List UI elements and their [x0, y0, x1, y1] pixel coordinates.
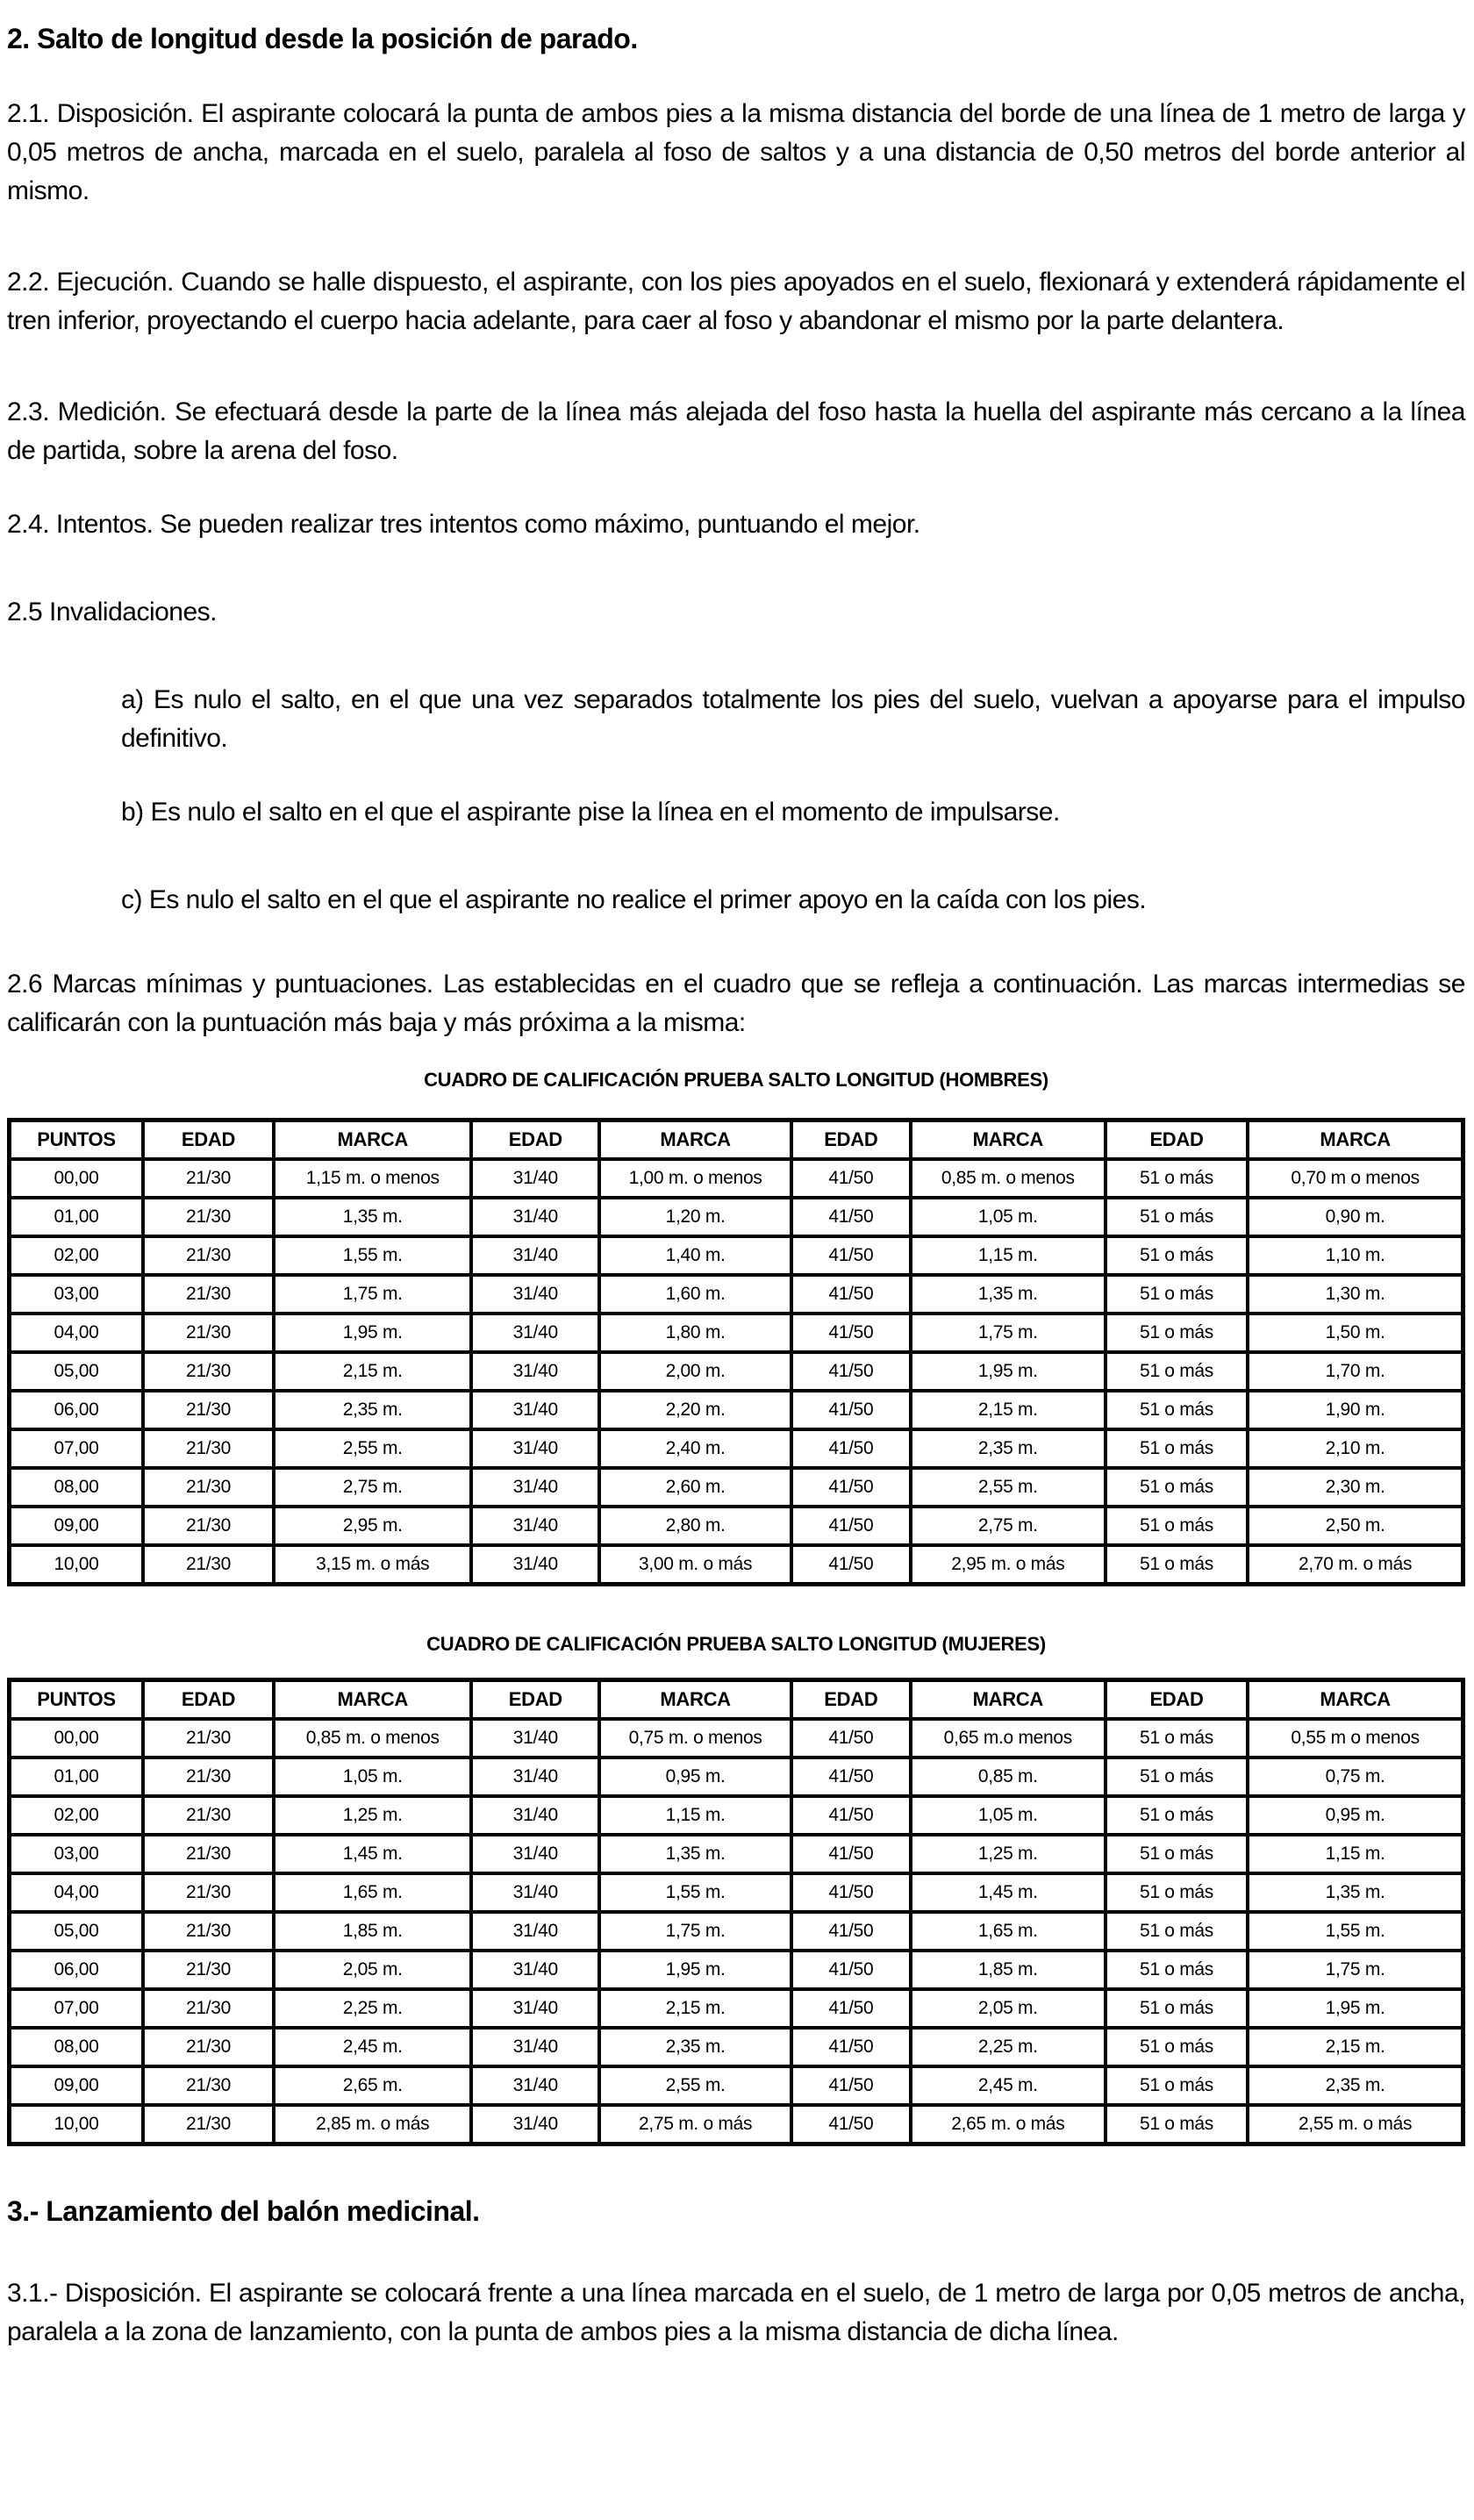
column-header: EDAD — [471, 1120, 599, 1160]
table-cell: 51 o más — [1106, 1429, 1248, 1468]
table-cell: 41/50 — [791, 1275, 911, 1314]
table-cell: 00,00 — [10, 1719, 143, 1758]
table-cell: 0,75 m. o menos — [599, 1719, 791, 1758]
column-header: PUNTOS — [10, 1680, 143, 1720]
table-cell: 1,95 m. — [1248, 1989, 1463, 2028]
table-cell: 2,45 m. — [911, 2066, 1106, 2105]
table-cell: 1,25 m. — [274, 1796, 471, 1835]
table-cell: 31/40 — [471, 2066, 599, 2105]
table-cell: 08,00 — [10, 2028, 143, 2066]
table-header-row — [10, 1680, 1463, 1720]
table-cell: 41/50 — [791, 2105, 911, 2144]
table-cell: 41/50 — [791, 1468, 911, 1507]
table-cell: 21/30 — [143, 1835, 274, 1873]
table-cell: 31/40 — [471, 1912, 599, 1951]
table-cell: 41/50 — [791, 1159, 911, 1198]
table-cell: 51 o más — [1106, 1275, 1248, 1314]
table-cell: 2,25 m. — [274, 1989, 471, 2028]
table-row — [10, 1159, 1463, 1198]
table-cell: 21/30 — [143, 1236, 274, 1275]
table-cell: 2,35 m. — [911, 1429, 1106, 1468]
table-cell: 2,35 m. — [274, 1391, 471, 1429]
column-header: MARCA — [911, 1120, 1106, 1160]
table-cell: 21/30 — [143, 1758, 274, 1796]
table-cell: 41/50 — [791, 1429, 911, 1468]
table-cell: 06,00 — [10, 1391, 143, 1429]
table-cell: 1,15 m. — [599, 1796, 791, 1835]
list-item-c: c) Es nulo el salto en el que el aspirante no realice el primer apoyo en la caída con los pies. — [121, 885, 1147, 914]
table-cell: 0,70 m o menos — [1248, 1159, 1463, 1198]
table-cell: 21/30 — [143, 1545, 274, 1585]
table-row — [10, 1835, 1463, 1873]
table-cell: 21/30 — [143, 1275, 274, 1314]
table-title-hombres: CUADRO DE CALIFICACIÓN PRUEBA SALTO LONGITUD (HOMBRES) — [424, 1069, 1048, 1091]
table-cell: 31/40 — [471, 1835, 599, 1873]
column-header: EDAD — [143, 1120, 274, 1160]
table-cell: 2,35 m. — [599, 2028, 791, 2066]
list-item-a: a) Es nulo el salto, en el que una vez separados totalmente los pies del suelo, vuelvan a apoyarse para el impulso definitivo. — [121, 685, 1465, 753]
table-cell: 2,55 m. o más — [1248, 2105, 1463, 2144]
column-header: MARCA — [274, 1120, 471, 1160]
table-cell: 51 o más — [1106, 1835, 1248, 1873]
table-cell: 31/40 — [471, 1429, 599, 1468]
table-cell: 2,75 m. — [911, 1507, 1106, 1545]
table-cell: 41/50 — [791, 2028, 911, 2066]
table-cell: 05,00 — [10, 1912, 143, 1951]
table-cell: 08,00 — [10, 1468, 143, 1507]
table-cell: 10,00 — [10, 1545, 143, 1585]
score-table-mujeres — [7, 1678, 1465, 2146]
table-cell: 21/30 — [143, 1796, 274, 1835]
table-cell: 0,95 m. — [599, 1758, 791, 1796]
table-row — [10, 1429, 1463, 1468]
table-row — [10, 1507, 1463, 1545]
table-cell: 51 o más — [1106, 1507, 1248, 1545]
table-cell: 03,00 — [10, 1275, 143, 1314]
table-cell: 31/40 — [471, 1391, 599, 1429]
section-2-heading: 2. Salto de longitud desde la posición de parado. — [7, 23, 638, 54]
column-header: EDAD — [1106, 1120, 1248, 1160]
table-cell: 41/50 — [791, 1198, 911, 1236]
table-cell: 1,90 m. — [1248, 1391, 1463, 1429]
table-cell: 51 o más — [1106, 1951, 1248, 1989]
table-row — [10, 1545, 1463, 1585]
column-header: MARCA — [1248, 1120, 1463, 1160]
table-cell: 2,75 m. o más — [599, 2105, 791, 2144]
table-cell: 09,00 — [10, 1507, 143, 1545]
table-cell: 2,25 m. — [911, 2028, 1106, 2066]
table-cell: 21/30 — [143, 2105, 274, 2144]
table-cell: 1,95 m. — [274, 1314, 471, 1352]
table-cell: 1,35 m. — [1248, 1873, 1463, 1912]
table-cell: 1,50 m. — [1248, 1314, 1463, 1352]
table-cell: 2,80 m. — [599, 1507, 791, 1545]
table-row — [10, 1275, 1463, 1314]
table-cell: 31/40 — [471, 1758, 599, 1796]
table-cell: 1,15 m. — [911, 1236, 1106, 1275]
column-header: MARCA — [911, 1680, 1106, 1720]
table-cell: 51 o más — [1106, 1912, 1248, 1951]
table-cell: 1,05 m. — [911, 1796, 1106, 1835]
table-cell: 21/30 — [143, 1468, 274, 1507]
score-table-hombres — [7, 1118, 1465, 1586]
table-cell: 1,75 m. — [274, 1275, 471, 1314]
table-cell: 1,35 m. — [599, 1835, 791, 1873]
table-cell: 21/30 — [143, 1989, 274, 2028]
table-cell: 31/40 — [471, 1159, 599, 1198]
table-cell: 2,05 m. — [274, 1951, 471, 1989]
table-cell: 21/30 — [143, 1314, 274, 1352]
column-header: EDAD — [791, 1680, 911, 1720]
table-title-mujeres: CUADRO DE CALIFICACIÓN PRUEBA SALTO LONGITUD (MUJERES) — [426, 1633, 1046, 1655]
table-cell: 21/30 — [143, 1429, 274, 1468]
table-row — [10, 1198, 1463, 1236]
table-cell: 51 o más — [1106, 1989, 1248, 2028]
table-row — [10, 1719, 1463, 1758]
table-cell: 1,65 m. — [911, 1912, 1106, 1951]
table-cell: 1,45 m. — [274, 1835, 471, 1873]
table-cell: 1,05 m. — [911, 1198, 1106, 1236]
table-cell: 51 o más — [1106, 1545, 1248, 1585]
table-cell: 21/30 — [143, 2028, 274, 2066]
table-cell: 21/30 — [143, 2066, 274, 2105]
table-cell: 21/30 — [143, 1198, 274, 1236]
table-cell: 3,15 m. o más — [274, 1545, 471, 1585]
table-row — [10, 1352, 1463, 1391]
table-cell: 1,15 m. o menos — [274, 1159, 471, 1198]
table-cell: 1,85 m. — [911, 1951, 1106, 1989]
paragraph-2-2-ejecucion: 2.2. Ejecución. Cuando se halle dispuesto, el aspirante, con los pies apoyados en el suelo, flexionará y extenderá rápidamente el tren inferior, proyectando el cuerpo hacia adelante, para caer al foso y abandonar el mismo por la parte delantera. — [7, 268, 1465, 335]
table-row — [10, 1989, 1463, 2028]
table-cell: 51 o más — [1106, 1236, 1248, 1275]
table-cell: 2,00 m. — [599, 1352, 791, 1391]
table-cell: 2,95 m. o más — [911, 1545, 1106, 1585]
table-cell: 0,85 m. o menos — [911, 1159, 1106, 1198]
table-cell: 21/30 — [143, 1159, 274, 1198]
table-cell: 41/50 — [791, 1545, 911, 1585]
table-cell: 41/50 — [791, 1507, 911, 1545]
table-cell: 09,00 — [10, 2066, 143, 2105]
table-row — [10, 1236, 1463, 1275]
table-cell: 2,15 m. — [599, 1989, 791, 2028]
table-cell: 41/50 — [791, 1236, 911, 1275]
table-row — [10, 1796, 1463, 1835]
table-cell: 41/50 — [791, 2066, 911, 2105]
table-cell: 1,85 m. — [274, 1912, 471, 1951]
table-cell: 2,15 m. — [274, 1352, 471, 1391]
table-cell: 2,65 m. — [274, 2066, 471, 2105]
table-cell: 1,95 m. — [911, 1352, 1106, 1391]
table-cell: 51 o más — [1106, 1314, 1248, 1352]
table-cell: 05,00 — [10, 1352, 143, 1391]
table-cell: 2,50 m. — [1248, 1507, 1463, 1545]
table-cell: 1,40 m. — [599, 1236, 791, 1275]
table-cell: 3,00 m. o más — [599, 1545, 791, 1585]
table-cell: 41/50 — [791, 1352, 911, 1391]
paragraph-2-5-invalidaciones: 2.5 Invalidaciones. — [7, 598, 217, 626]
table-cell: 31/40 — [471, 2105, 599, 2144]
table-cell: 21/30 — [143, 1352, 274, 1391]
table-cell: 31/40 — [471, 1314, 599, 1352]
column-header: EDAD — [791, 1120, 911, 1160]
table-cell: 06,00 — [10, 1951, 143, 1989]
table-cell: 04,00 — [10, 1314, 143, 1352]
table-cell: 21/30 — [143, 1951, 274, 1989]
table-cell: 21/30 — [143, 1391, 274, 1429]
table-cell: 1,80 m. — [599, 1314, 791, 1352]
table-cell: 41/50 — [791, 1314, 911, 1352]
table-cell: 31/40 — [471, 2028, 599, 2066]
table-cell: 2,85 m. o más — [274, 2105, 471, 2144]
table-cell: 41/50 — [791, 1873, 911, 1912]
table-cell: 0,90 m. — [1248, 1198, 1463, 1236]
table-cell: 31/40 — [471, 1796, 599, 1835]
table-cell: 51 o más — [1106, 1758, 1248, 1796]
table-cell: 31/40 — [471, 1951, 599, 1989]
table-cell: 41/50 — [791, 1796, 911, 1835]
table-cell: 1,55 m. — [1248, 1912, 1463, 1951]
table-cell: 1,55 m. — [599, 1873, 791, 1912]
table-cell: 04,00 — [10, 1873, 143, 1912]
table-cell: 03,00 — [10, 1835, 143, 1873]
table-cell: 1,55 m. — [274, 1236, 471, 1275]
table-cell: 01,00 — [10, 1758, 143, 1796]
table-row — [10, 1873, 1463, 1912]
table-cell: 2,10 m. — [1248, 1429, 1463, 1468]
table-row — [10, 1468, 1463, 1507]
table-row — [10, 2105, 1463, 2144]
table-cell: 51 o más — [1106, 1873, 1248, 1912]
table-cell: 31/40 — [471, 1873, 599, 1912]
table-cell: 2,95 m. — [274, 1507, 471, 1545]
table-cell: 51 o más — [1106, 1198, 1248, 1236]
table-cell: 2,65 m. o más — [911, 2105, 1106, 2144]
table-cell: 1,20 m. — [599, 1198, 791, 1236]
table-cell: 31/40 — [471, 1352, 599, 1391]
table-cell: 1,95 m. — [599, 1951, 791, 1989]
paragraph-2-1-disposicion: 2.1. Disposición. El aspirante colocará la punta de ambos pies a la misma distancia del borde de una línea de 1 metro de larga y 0,05 metros de ancha, marcada en el suelo, paralela al foso de saltos y a una distancia de 0,50 metros del borde anterior al mismo. — [7, 99, 1465, 205]
paragraph-3-1-disposicion: 3.1.- Disposición. El aspirante se colocará frente a una línea marcada en el suelo, de 1 metro de larga por 0,05 metros de ancha, paralela a la zona de lanzamiento, con la punta de ambos pies a la misma distancia de dicha línea. — [7, 2279, 1465, 2346]
table-cell: 21/30 — [143, 1719, 274, 1758]
table-cell: 01,00 — [10, 1198, 143, 1236]
table-cell: 00,00 — [10, 1159, 143, 1198]
table-cell: 0,55 m o menos — [1248, 1719, 1463, 1758]
table-cell: 1,15 m. — [1248, 1835, 1463, 1873]
table-cell: 31/40 — [471, 1275, 599, 1314]
table-cell: 41/50 — [791, 1719, 911, 1758]
table-cell: 1,75 m. — [911, 1314, 1106, 1352]
table-cell: 1,00 m. o menos — [599, 1159, 791, 1198]
table-cell: 51 o más — [1106, 1468, 1248, 1507]
table-cell: 51 o más — [1106, 1352, 1248, 1391]
table-cell: 1,05 m. — [274, 1758, 471, 1796]
table-cell: 21/30 — [143, 1912, 274, 1951]
table-cell: 41/50 — [791, 1951, 911, 1989]
table-cell: 31/40 — [471, 1468, 599, 1507]
table-cell: 0,75 m. — [1248, 1758, 1463, 1796]
table-cell: 41/50 — [791, 1912, 911, 1951]
table-cell: 1,30 m. — [1248, 1275, 1463, 1314]
table-cell: 2,30 m. — [1248, 1468, 1463, 1507]
table-row — [10, 1314, 1463, 1352]
table-cell: 2,75 m. — [274, 1468, 471, 1507]
table-cell: 21/30 — [143, 1873, 274, 1912]
table-cell: 0,85 m. — [911, 1758, 1106, 1796]
table-cell: 41/50 — [791, 1758, 911, 1796]
column-header: PUNTOS — [10, 1120, 143, 1160]
table-cell: 1,45 m. — [911, 1873, 1106, 1912]
paragraph-2-6-marcas: 2.6 Marcas mínimas y puntuaciones. Las establecidas en el cuadro que se refleja a continuación. Las marcas intermedias se calificarán con la puntuación más baja y más próxima a la misma: — [7, 970, 1465, 1037]
table-cell: 2,70 m. o más — [1248, 1545, 1463, 1585]
table-cell: 31/40 — [471, 1989, 599, 2028]
table-cell: 21/30 — [143, 1507, 274, 1545]
table-cell: 1,75 m. — [1248, 1951, 1463, 1989]
table-cell: 1,65 m. — [274, 1873, 471, 1912]
table-cell: 07,00 — [10, 1989, 143, 2028]
paragraph-2-4-intentos: 2.4. Intentos. Se pueden realizar tres intentos como máximo, puntuando el mejor. — [7, 510, 920, 539]
table-row — [10, 2028, 1463, 2066]
table-cell: 41/50 — [791, 1989, 911, 2028]
column-header: EDAD — [143, 1680, 274, 1720]
table-cell: 41/50 — [791, 1391, 911, 1429]
table-cell: 1,10 m. — [1248, 1236, 1463, 1275]
table-cell: 2,55 m. — [911, 1468, 1106, 1507]
table-row — [10, 1391, 1463, 1429]
table-cell: 51 o más — [1106, 2105, 1248, 2144]
table-cell: 2,35 m. — [1248, 2066, 1463, 2105]
table-cell: 51 o más — [1106, 1796, 1248, 1835]
table-cell: 07,00 — [10, 1429, 143, 1468]
paragraph-2-3-medicion: 2.3. Medición. Se efectuará desde la parte de la línea más alejada del foso hasta la huella del aspirante más cercano a la línea de partida, sobre la arena del foso. — [7, 397, 1465, 465]
table-cell: 2,40 m. — [599, 1429, 791, 1468]
table-cell: 51 o más — [1106, 1391, 1248, 1429]
table-cell: 1,60 m. — [599, 1275, 791, 1314]
section-3-heading: 3.- Lanzamiento del balón medicinal. — [7, 2195, 480, 2227]
table-header-row — [10, 1120, 1463, 1160]
table-cell: 0,95 m. — [1248, 1796, 1463, 1835]
table-cell: 41/50 — [791, 1835, 911, 1873]
table-cell: 2,55 m. — [599, 2066, 791, 2105]
table-cell: 51 o más — [1106, 1719, 1248, 1758]
table-cell: 2,15 m. — [911, 1391, 1106, 1429]
table-row — [10, 2066, 1463, 2105]
table-cell: 1,35 m. — [274, 1198, 471, 1236]
table-row — [10, 1951, 1463, 1989]
table-cell: 31/40 — [471, 1198, 599, 1236]
table-cell: 1,25 m. — [911, 1835, 1106, 1873]
list-item-b: b) Es nulo el salto en el que el aspirante pise la línea en el momento de impulsarse. — [121, 798, 1060, 827]
column-header: MARCA — [1248, 1680, 1463, 1720]
table-cell: 1,35 m. — [911, 1275, 1106, 1314]
table-cell: 1,75 m. — [599, 1912, 791, 1951]
column-header: MARCA — [599, 1120, 791, 1160]
column-header: MARCA — [274, 1680, 471, 1720]
table-cell: 51 o más — [1106, 2028, 1248, 2066]
table-cell: 2,60 m. — [599, 1468, 791, 1507]
table-cell: 0,85 m. o menos — [274, 1719, 471, 1758]
table-cell: 2,20 m. — [599, 1391, 791, 1429]
table-cell: 02,00 — [10, 1236, 143, 1275]
table-cell: 0,65 m.o menos — [911, 1719, 1106, 1758]
table-cell: 31/40 — [471, 1507, 599, 1545]
table-cell: 51 o más — [1106, 2066, 1248, 2105]
table-cell: 1,70 m. — [1248, 1352, 1463, 1391]
table-cell: 31/40 — [471, 1236, 599, 1275]
table-row — [10, 1758, 1463, 1796]
table-cell: 2,55 m. — [274, 1429, 471, 1468]
column-header: EDAD — [1106, 1680, 1248, 1720]
column-header: EDAD — [471, 1680, 599, 1720]
table-cell: 2,45 m. — [274, 2028, 471, 2066]
table-cell: 2,15 m. — [1248, 2028, 1463, 2066]
table-cell: 2,05 m. — [911, 1989, 1106, 2028]
table-cell: 31/40 — [471, 1719, 599, 1758]
table-cell: 02,00 — [10, 1796, 143, 1835]
table-cell: 31/40 — [471, 1545, 599, 1585]
table-cell: 10,00 — [10, 2105, 143, 2144]
table-row — [10, 1912, 1463, 1951]
table-cell: 51 o más — [1106, 1159, 1248, 1198]
column-header: MARCA — [599, 1680, 791, 1720]
